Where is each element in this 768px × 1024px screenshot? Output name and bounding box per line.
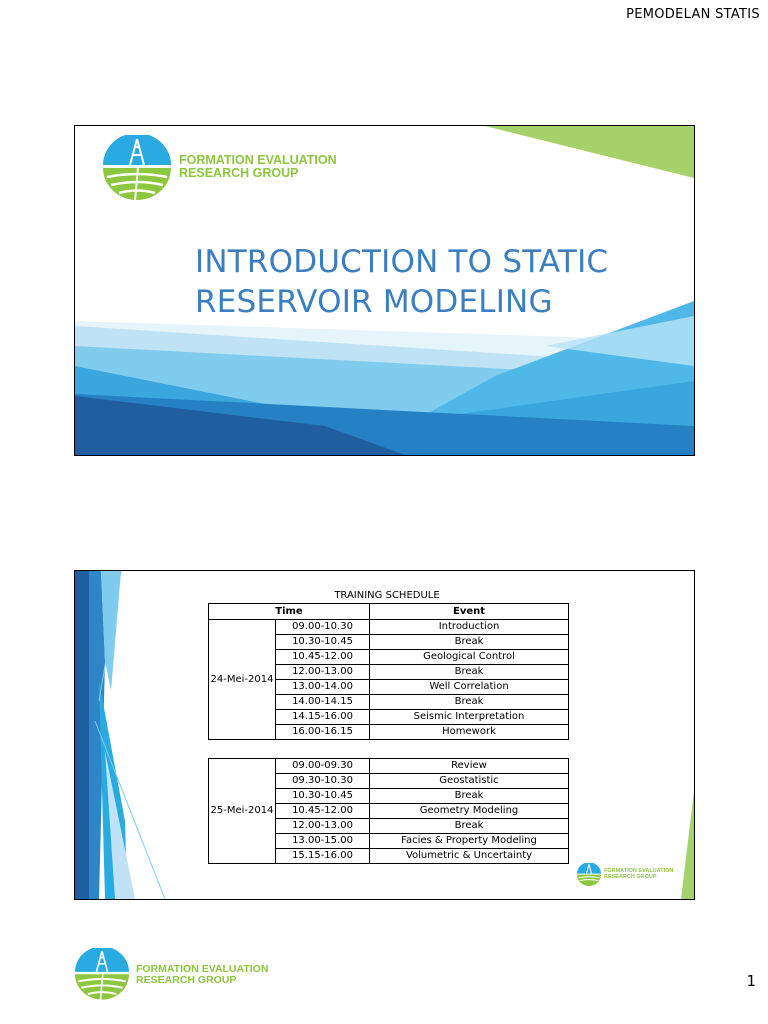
event-cell: Volumetric & Uncertainty [370,849,569,864]
slide-logo-small [576,863,673,887]
time-cell: 09.30-10.30 [276,774,370,789]
logo [101,135,337,203]
slide-title-line2: RESERVOIR MODELING [195,284,553,320]
time-cell: 14.15-16.00 [276,710,370,725]
title-slide [74,125,695,456]
event-cell: Break [370,695,569,710]
footer-logo-emblem-icon [72,948,132,1002]
footer-logo-line2: RESEARCH GROUP [136,974,237,986]
slide-logo-line2: RESEARCH GROUP [604,874,657,880]
logo-emblem-icon [101,135,173,203]
time-cell: 12.00-13.00 [276,665,370,680]
event-cell: Seismic Interpretation [370,710,569,725]
event-cell: Break [370,665,569,680]
event-cell: Geological Control [370,650,569,665]
schedule-table-day2 [208,758,569,864]
time-cell: 10.45-12.00 [276,650,370,665]
page-number: 1 [746,972,756,990]
time-cell: 09.00-10.30 [276,620,370,635]
time-cell: 16.00-16.15 [276,725,370,740]
header-event: Event [370,604,569,620]
table-row [209,620,569,635]
time-cell: 09.00-09.30 [276,759,370,774]
schedule-title: TRAINING SCHEDULE [334,590,440,601]
event-cell: Homework [370,725,569,740]
date-cell: 25-Mei-2014 [209,759,276,864]
time-cell: 14.00-14.15 [276,695,370,710]
slide-title-line1: INTRODUCTION TO STATIC [195,244,609,280]
time-cell: 15.15-16.00 [276,849,370,864]
schedule-table-day1 [208,603,569,740]
event-cell: Geometry Modeling [370,804,569,819]
event-cell: Introduction [370,620,569,635]
time-cell: 13.00-15.00 [276,834,370,849]
header-time: Time [209,604,370,620]
event-cell: Well Correlation [370,680,569,695]
logo-emblem-small-icon [576,863,602,887]
logo-line2: RESEARCH GROUP [179,166,299,180]
schedule-slide [74,570,695,900]
time-cell: 12.00-13.00 [276,819,370,834]
time-cell: 10.30-10.45 [276,635,370,650]
logo-line1: FORMATION EVALUATION [179,152,337,167]
table-row [209,759,569,774]
event-cell: Review [370,759,569,774]
footer-logo [72,948,268,1002]
date-cell: 24-Mei-2014 [209,620,276,740]
event-cell: Geostatistic [370,774,569,789]
event-cell: Break [370,789,569,804]
event-cell: Facies & Property Modeling [370,834,569,849]
table-header-row [209,604,569,620]
time-cell: 13.00-14.00 [276,680,370,695]
time-cell: 10.45-12.00 [276,804,370,819]
slide-logo-line1: FORMATION EVALUATION [604,868,674,875]
event-cell: Break [370,819,569,834]
footer-logo-line1: FORMATION EVALUATION [136,962,269,975]
page-header-title: PEMODELAN STATIS [626,7,760,22]
event-cell: Break [370,635,569,650]
slide-title [195,242,608,322]
time-cell: 10.30-10.45 [276,789,370,804]
